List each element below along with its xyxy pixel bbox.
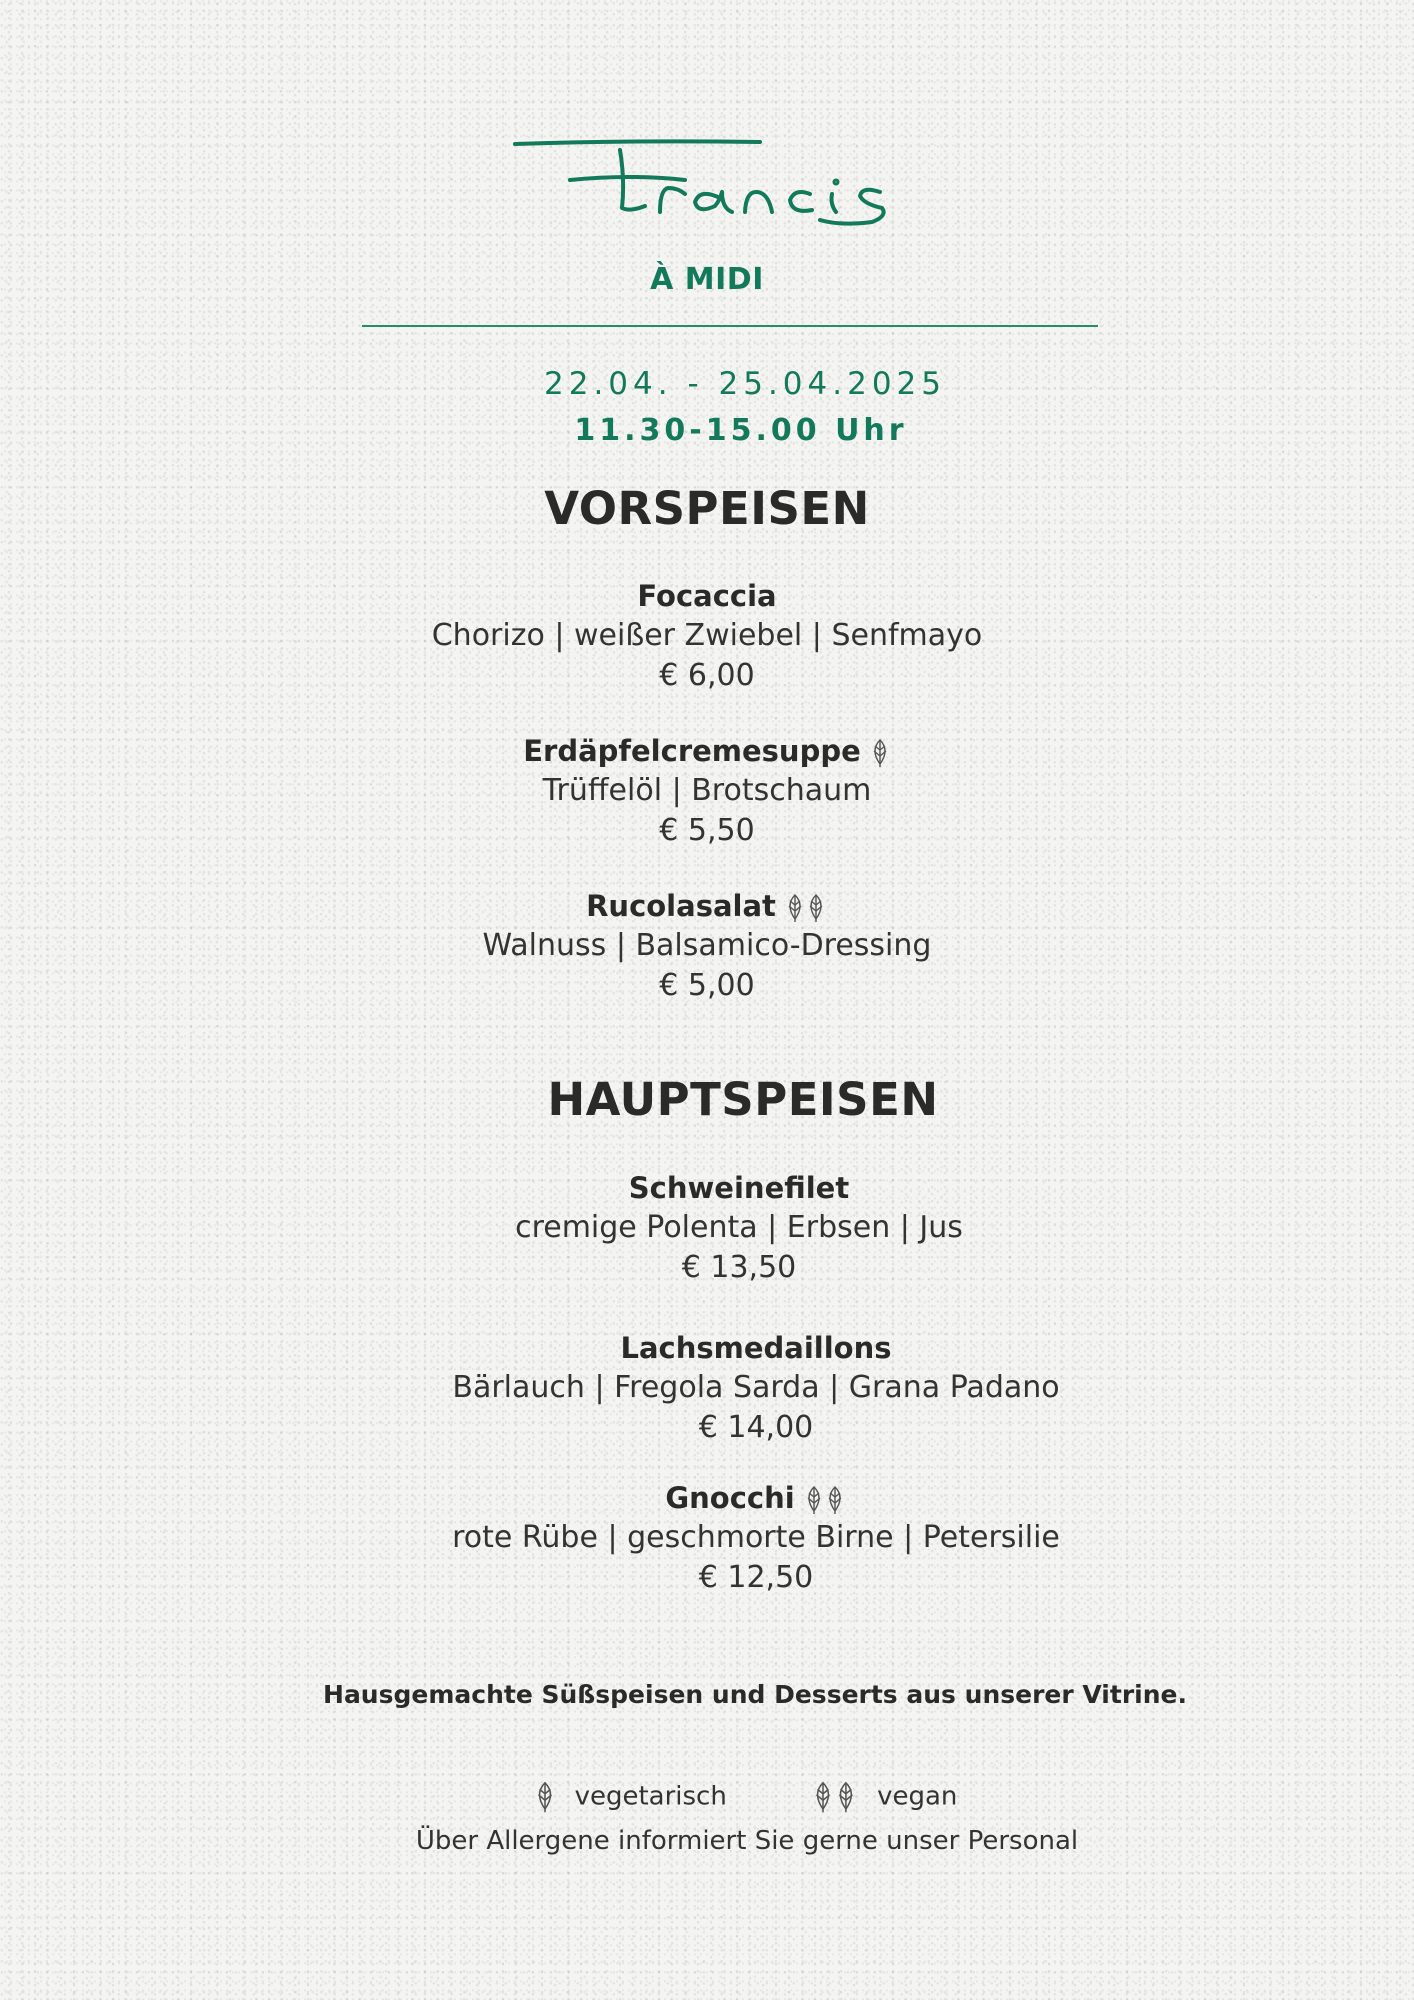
dish-description: rote Rübe | geschmorte Birne | Petersilie (452, 1520, 1060, 1555)
divider (362, 325, 1098, 327)
dish-description: Walnuss | Balsamico-Dressing (482, 928, 932, 963)
menu-item-lachsmedaillons (0, 1328, 1414, 1448)
vegan-double-leaf-icon (803, 1485, 847, 1515)
dish-description: Bärlauch | Fregola Sarda | Grana Padano (452, 1370, 1060, 1405)
dish-price: € 14,00 (698, 1410, 814, 1445)
dish-description: cremige Polenta | Erbsen | Jus (515, 1210, 963, 1245)
diet-legend (0, 1780, 1414, 1814)
vegetarian-leaf-icon (533, 1780, 557, 1814)
dish-name: Erdäpfelcremesuppe (523, 734, 861, 768)
vegan-double-leaf-icon (784, 893, 828, 923)
dish-price: € 5,00 (659, 968, 755, 1003)
dish-name: Lachsmedaillons (620, 1331, 892, 1365)
vegetarian-leaf-icon (869, 738, 891, 768)
dish-price: € 13,50 (681, 1250, 797, 1285)
opening-hours: 11.30-15.00 Uhr (574, 413, 908, 448)
dish-description: Trüffelöl | Brotschaum (542, 773, 872, 808)
dish-name: Focaccia (637, 579, 777, 613)
desserts-note: Hausgemachte Süßspeisen und Desserts aus unserer Vitrine. (323, 1680, 1187, 1709)
francis-logo (510, 130, 950, 240)
menu-item-erdaepfelcremesuppe (0, 731, 1414, 851)
dish-description: Chorizo | weißer Zwiebel | Senfmayo (431, 618, 983, 653)
dish-name: Schweinefilet (628, 1171, 850, 1205)
vegan-double-leaf-icon (811, 1780, 859, 1814)
menu-item-schweinefilet (0, 1168, 1414, 1288)
lunch-subtitle: À MIDI (650, 262, 764, 297)
dish-price: € 5,50 (659, 813, 755, 848)
dish-price: € 12,50 (698, 1560, 814, 1595)
legend-vegetarian (533, 1780, 727, 1814)
legend-vegan (811, 1780, 957, 1814)
date-range: 22.04. - 25.04.2025 (544, 366, 946, 402)
allergen-note: Über Allergene informiert Sie gerne unser Personal (415, 1826, 1079, 1856)
legend-vegetarian-label: vegetarisch (574, 1781, 727, 1812)
legend-vegan-label: vegan (877, 1781, 958, 1812)
starters-heading: VORSPEISEN (544, 482, 870, 535)
menu-item-focaccia (0, 576, 1414, 696)
dish-name: Rucolasalat (586, 889, 776, 923)
mains-heading: HAUPTSPEISEN (547, 1073, 939, 1126)
menu-item-rucolasalat (0, 886, 1414, 1006)
dish-price: € 6,00 (659, 658, 755, 693)
dish-name: Gnocchi (665, 1481, 795, 1515)
menu-item-gnocchi (0, 1478, 1414, 1598)
